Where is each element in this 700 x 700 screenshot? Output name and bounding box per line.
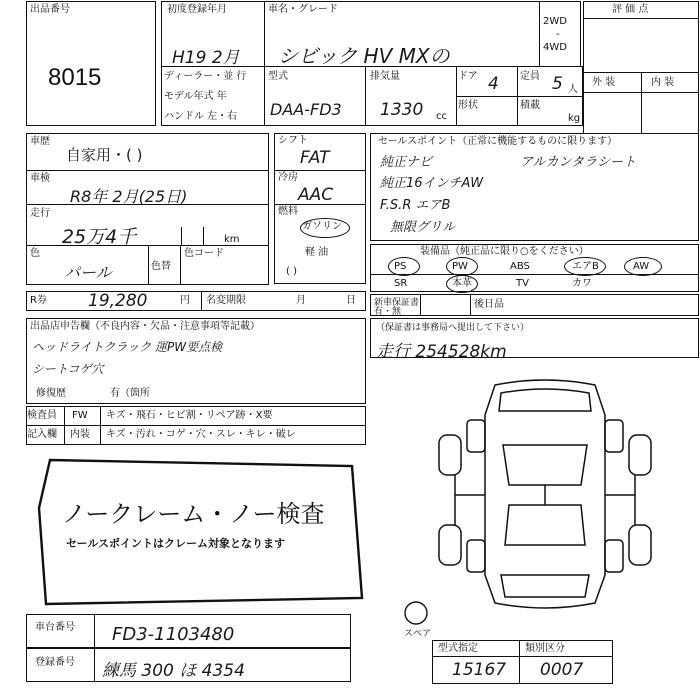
noclaim-sub: セールスポイントはクレーム対象となります <box>66 537 286 550</box>
mileage-value: 25万4千 <box>62 226 137 248</box>
plate-label: 登録番号 <box>35 657 75 668</box>
shift-value: FAT <box>300 148 330 168</box>
name-change-label: 名変期限 <box>206 295 246 306</box>
equip-pw: PW <box>452 261 468 272</box>
lot-label: 出品番号 <box>30 4 70 15</box>
ac-value: AAC <box>298 185 334 205</box>
memo-value: 走行 254528km <box>376 342 507 362</box>
model-value: DAA-FD3 <box>270 100 342 119</box>
inspection-label: 車検 <box>30 173 50 184</box>
name-change-day: 日 <box>346 295 356 306</box>
repair-value: 有（箇所 <box>110 388 150 399</box>
shift-label: シフト <box>278 135 308 146</box>
mileage-unit: km <box>224 234 240 245</box>
warranty-label-3: 後日品 <box>474 299 504 310</box>
displacement-unit: cc <box>436 111 447 122</box>
drive-dash: - <box>556 29 560 40</box>
dealer-label-1: ディーラー・並 行 <box>164 71 247 82</box>
sales-item-3: 純正16インチAW <box>380 176 484 191</box>
drive-box <box>539 1 581 67</box>
fuel-diesel: 軽 油 <box>305 247 329 258</box>
drive-4wd: 4WD <box>543 42 567 53</box>
equip-abs: ABS <box>510 261 530 272</box>
recycle-unit: 円 <box>180 295 190 306</box>
capacity-unit: 人 <box>568 84 578 95</box>
sales-label: セールスポイント（正常に機能するものに限ります） <box>378 136 618 147</box>
interior-check-value: キズ・汚れ・コゲ・穴・スレ・キレ・破レ <box>106 429 296 440</box>
exterior-label: 外 装 <box>592 77 616 88</box>
capacity-value: 5 <box>552 74 563 94</box>
sales-item-2: アルカンタラシート <box>520 155 636 170</box>
repair-label: 修復歴 <box>36 388 66 399</box>
fuel-paren: ( ) <box>286 266 297 277</box>
shape-label: 形状 <box>458 100 478 111</box>
recycle-label: R券 <box>30 295 47 306</box>
spare-label: スペア <box>404 629 432 639</box>
notes-line-1: ヘッドライトクラック 運PW要点検 <box>32 340 223 354</box>
ac-label: 冷房 <box>278 172 298 183</box>
load-unit: kg <box>568 113 581 124</box>
equip-tv: TV <box>516 278 529 289</box>
fuel-gasoline: ガソリン <box>302 221 342 232</box>
chassis-value: FD3-1103480 <box>112 624 235 645</box>
plate-value: 練馬 300 ほ 4354 <box>102 661 245 681</box>
equip-leather: 本革 <box>452 278 472 289</box>
car-diagram-icon <box>435 375 655 615</box>
reg-value: H19 2月 <box>172 48 240 68</box>
drive-2wd: 2WD <box>543 16 567 27</box>
chassis-label: 車台番号 <box>35 622 75 633</box>
history-label: 車歴 <box>30 136 50 147</box>
grade-header: 評 価 点 <box>612 4 649 15</box>
check-label-1: 検査員 <box>27 410 57 421</box>
equip-kawa: カワ <box>572 278 592 289</box>
dealer-label-2: モデル年式 年 <box>164 91 227 102</box>
load-label: 積載 <box>520 100 540 111</box>
type-code-label: 型式指定 <box>438 643 478 654</box>
color-label: 色 <box>30 248 40 259</box>
doors-label: ドア <box>458 71 478 82</box>
reg-label: 初度登録年月 <box>167 4 227 15</box>
fuel-label: 燃料 <box>278 206 298 217</box>
equip-ps: PS <box>394 261 407 272</box>
class-code-value: 0007 <box>540 660 584 680</box>
doors-value: 4 <box>488 74 499 94</box>
warranty-label-2: 有・無 <box>374 307 402 317</box>
color-code-label: 色コード <box>184 248 224 259</box>
interior-label: 内 装 <box>651 77 675 88</box>
displacement-label: 排気量 <box>370 71 400 82</box>
equip-aw: AW <box>633 261 650 272</box>
warranty-label-1: 新車保証書 <box>374 298 420 308</box>
history-box <box>26 133 269 171</box>
name-label: 車名・グレード <box>268 4 338 15</box>
noclaim-title: ノークレーム・ノー検査 <box>62 500 325 528</box>
sales-item-1: 純正ナビ <box>380 155 433 170</box>
name-change-month: 月 <box>296 295 306 306</box>
noclaim-stamp <box>36 458 366 608</box>
notes-label: 出品店申告欄（不良内容・欠品・注意事項等記載） <box>30 321 260 332</box>
equipment-label: 装備品（純正品に限り○をください） <box>420 246 589 257</box>
color-changed: 色替 <box>151 261 171 272</box>
recycle-value: 19,280 <box>88 291 148 311</box>
name-value: シビック HV MXの <box>278 44 450 68</box>
type-code-value: 15167 <box>452 660 507 680</box>
memo-label: （保証書は事務局へ提出して下さい） <box>376 323 530 333</box>
class-code-label: 類別区分 <box>525 643 565 654</box>
mileage-label: 走行 <box>30 208 50 219</box>
lot-number: 8015 <box>48 64 102 91</box>
fw-label: FW <box>72 410 88 421</box>
model-label: 型式 <box>268 71 288 82</box>
displacement-value: 1330 <box>380 100 424 120</box>
spare-tire-icon <box>403 600 429 626</box>
fw-value: キズ・飛石・ヒビ割・リペア跡・X要 <box>106 410 273 421</box>
check-label-2: 記入欄 <box>27 429 57 440</box>
equip-airbag: エアB <box>572 261 599 272</box>
notes-line-2: シートコゲ穴 <box>32 362 104 376</box>
equip-sr: SR <box>394 278 408 289</box>
history-value: 自家用・( ) <box>66 146 143 164</box>
sales-item-4: F.S.R エアB <box>380 198 451 213</box>
capacity-label: 定員 <box>520 71 540 82</box>
dealer-label-3: ハンドル 左・右 <box>164 111 238 122</box>
color-value: パール <box>64 263 112 282</box>
sales-item-5: 無限グリル <box>390 220 456 235</box>
inspection-value: R8年 2月(25日) <box>70 187 188 206</box>
interior-check-label: 内装 <box>70 429 90 440</box>
